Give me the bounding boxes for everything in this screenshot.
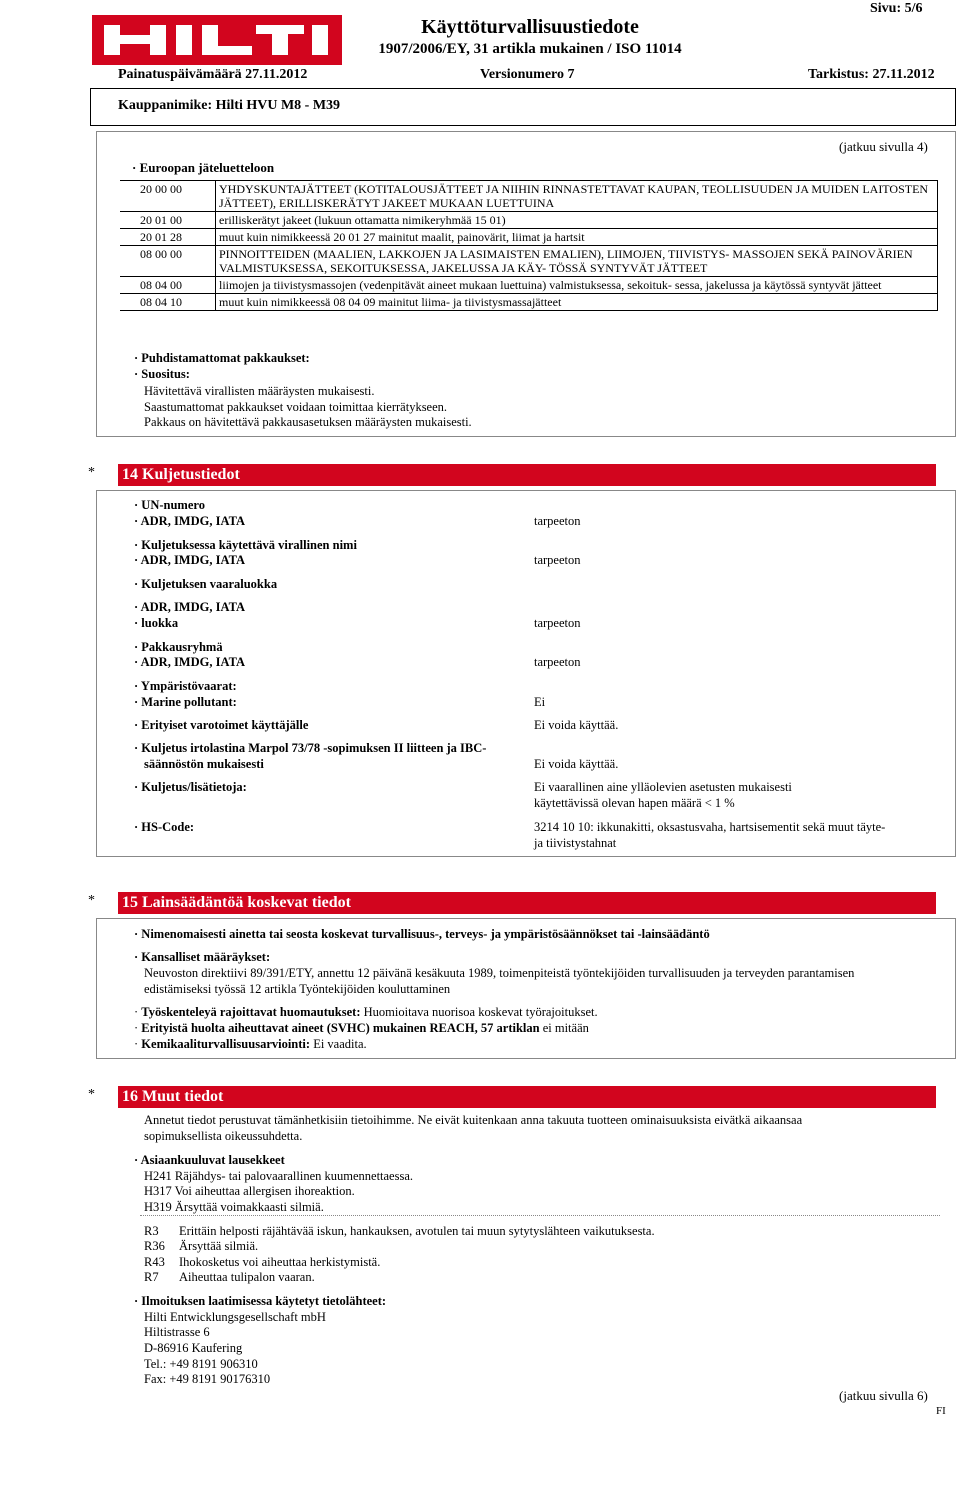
source-line: D-86916 Kaufering — [144, 1341, 243, 1355]
recommendation-label: · Suositus: — [134, 367, 190, 381]
waste-description: muut kuin nimikkeessä 08 04 09 mainitut liima- ja tiivistysmassajätteet — [216, 294, 938, 311]
packing-group-adr: · ADR, IMDG, IATA — [134, 655, 246, 669]
hazard-class-sub: · luokka — [134, 616, 179, 630]
r-phrase-text: Ärsyttää silmiä. — [179, 1239, 259, 1253]
h-phrase: H241 Räjähdys- tai palovaarallinen kuumennettaessa. — [144, 1169, 414, 1183]
r-phrase-code: R3 — [144, 1224, 159, 1238]
hilti-logo — [92, 15, 342, 65]
marine-pollutant-value: Ei — [534, 695, 546, 709]
special-precautions-label: · Erityiset varotoimet käyttäjälle — [134, 718, 309, 732]
special-precautions-value: Ei voida käyttää. — [534, 718, 619, 732]
packaging-line-3: Pakkaus on hävitettävä pakkausasetuksen määräysten mukaisesti. — [144, 415, 472, 429]
revision-date: Tarkistus: 27.11.2012 — [808, 67, 935, 82]
continued-to: (jatkuu sivulla 6) — [839, 1388, 928, 1403]
header-meta-line — [118, 67, 936, 87]
source-line: Fax: +49 8191 90176310 — [144, 1372, 271, 1386]
un-number-value: tarpeeton — [534, 514, 581, 528]
change-marker: * — [88, 465, 95, 480]
chemical-safety-assessment: · Kemikaaliturvallisuusarviointi: Ei vaadita. — [134, 1037, 367, 1051]
document-title: Käyttöturvallisuustiedote — [421, 16, 639, 38]
national-regulations-text-2: edistämiseksi työssä 12 artikla Työntekijöiden kouluttaminen — [144, 982, 451, 996]
waste-row — [120, 294, 938, 311]
packaging-line-2: Saastumattomat pakkaukset voidaan toimittaa kierrätykseen. — [144, 400, 448, 414]
shipping-name-label: · Kuljetuksessa käytettävä virallinen nimi — [134, 538, 357, 552]
waste-description: PINNOITTEIDEN (MAALIEN, LAKKOJEN JA LASIMAISTEN EMALIEN), LIIMOJEN, TIIVISTYS- MASSOJEN SEKÄ PAINOVÄRIEN VALMISTUKSESSA, SEKOITUKSESSA, JAKELUSSA JA KÄY- TÖSSÄ SYNTYVÄT JÄTTEET — [216, 246, 938, 277]
waste-code-table — [120, 180, 938, 311]
disclaimer-2: sopimuksellista oikeussuhdetta. — [144, 1129, 303, 1143]
transport-info-value-1: Ei vaarallinen aine ylläolevien asetusten mukaisesti — [534, 780, 792, 794]
separator — [140, 1215, 940, 1216]
h-phrase: H319 Ärsyttää voimakkaasti silmiä. — [144, 1200, 324, 1214]
hs-code-value-2: ja tiivistystahnat — [534, 836, 617, 850]
transport-info-label: · Kuljetus/lisätietoja: — [134, 780, 247, 794]
svhc-substances: · Erityistä huolta aiheuttavat aineet (SVHC) mukainen REACH, 57 artiklan ei mitään — [134, 1021, 589, 1035]
packaging-title: · Puhdistamattomat pakkaukset: — [134, 351, 310, 365]
hs-code-label: · HS-Code: — [134, 820, 195, 834]
shipping-name-value: tarpeeton — [534, 553, 581, 567]
language-code: FI — [936, 1405, 946, 1417]
r-phrase-code: R43 — [144, 1255, 165, 1269]
hazard-class-label: · Kuljetuksen vaaraluokka — [134, 577, 278, 591]
r-phrase-text: Ihokosketus voi aiheuttaa herkistymistä. — [179, 1255, 381, 1269]
waste-row — [120, 229, 938, 246]
packing-group-label: · Pakkausryhmä — [134, 640, 223, 654]
un-number-adr: · ADR, IMDG, IATA — [134, 514, 246, 528]
marine-pollutant-label: · Marine pollutant: — [134, 695, 237, 709]
packaging-line-1: Hävitettävä virallisten määräysten mukaisesti. — [144, 384, 375, 398]
r-phrase-code: R36 — [144, 1239, 165, 1253]
phrases-label: · Asiaankuuluvat lausekkeet — [134, 1153, 285, 1167]
hs-code-value-1: 3214 10 10: ikkunakitti, oksastusvaha, hartsisementit sekä muut täyte- — [534, 820, 886, 834]
trade-name: Kauppanimike: Hilti HVU M8 - M39 — [118, 98, 341, 113]
work-restrictions: · Työskenteleyä rajoittavat huomautukset: Huomioitava nuorisoa koskevat työrajoitukset. — [134, 1005, 598, 1019]
waste-row — [120, 212, 938, 229]
source-line: Tel.: +49 8191 906310 — [144, 1357, 258, 1371]
national-regulations-label: · Kansalliset määräykset: — [134, 950, 271, 964]
packing-group-value: tarpeeton — [534, 655, 581, 669]
continued-from: (jatkuu sivulla 4) — [839, 139, 928, 154]
page-number: Sivu: 5/6 — [870, 1, 923, 16]
national-regulations-text-1: Neuvoston direktiivi 89/391/ETY, annettu 12 päivänä kesäkuuta 1989, toimenpiteistä työntekijöiden turvallisuuden ja terveyden parantamisen — [144, 966, 855, 980]
un-number-label: · UN-numero — [134, 498, 205, 512]
waste-description: liimojen ja tiivistysmassojen (vedenpitävät aineet mukaan luettuina) valmistuksessa, sekoituk- sessa, jakelussa ja käytössä syntyvät jätteet — [216, 277, 938, 294]
environmental-label: · Ympäristövaarat: — [134, 679, 237, 693]
source-line: Hilti Entwicklungsgesellschaft mbH — [144, 1310, 326, 1324]
waste-code: 08 04 10 — [120, 294, 216, 311]
waste-code: 20 00 00 — [120, 181, 216, 212]
waste-row — [120, 181, 938, 212]
hazard-class-value: tarpeeton — [534, 616, 581, 630]
waste-row — [120, 277, 938, 294]
r-phrase-code: R7 — [144, 1270, 159, 1284]
r-phrase-text: Aiheuttaa tulipalon vaaran. — [179, 1270, 315, 1284]
waste-description: erilliskerätyt jakeet (lukuun ottamatta nimikeryhmää 15 01) — [216, 212, 938, 229]
h-phrase: H317 Voi aiheuttaa allergisen ihoreaktion. — [144, 1184, 355, 1198]
waste-code: 08 00 00 — [120, 246, 216, 277]
waste-code: 20 01 00 — [120, 212, 216, 229]
regulation-title: · Nimenomaisesti ainetta tai seosta koskevat turvallisuus-, terveys- ja ympäristösäännökset tai -lainsäädäntö — [134, 927, 710, 941]
change-marker: * — [88, 893, 95, 908]
hazard-class-adr: · ADR, IMDG, IATA — [134, 600, 246, 614]
version-number: Versionumero 7 — [480, 67, 575, 82]
section-15-heading: 15 Lainsäädäntöä koskevat tiedot — [118, 892, 936, 914]
document-subtitle: 1907/2006/EY, 31 artikla mukainen / ISO 11014 — [378, 41, 682, 57]
waste-code: 20 01 28 — [120, 229, 216, 246]
bulk-transport-label-2: säännöstön mukaisesti — [144, 757, 264, 771]
sources-label: · Ilmoituksen laatimisessa käytetyt tietolähteet: — [134, 1294, 387, 1308]
section-14-heading: 14 Kuljetustiedot — [118, 464, 936, 486]
section-16-heading: 16 Muut tiedot — [118, 1086, 936, 1108]
r-phrase-text: Erittäin helposti räjähtävää iskun, hankauksen, avotulen tai muun sytytyslähteen vaikutuksesta. — [179, 1224, 655, 1238]
transport-info-value-2: käytettävissä olevan hapen määrä < 1 % — [534, 796, 735, 810]
bulk-transport-label: · Kuljetus irtolastina Marpol 73/78 -sopimuksen II liitteen ja IBC- — [134, 741, 487, 755]
change-marker: * — [88, 1087, 95, 1102]
waste-row — [120, 246, 938, 277]
print-date: Painatuspäivämäärä 27.11.2012 — [118, 67, 308, 82]
disclaimer-1: Annetut tiedot perustuvat tämänhetkisiin tietoihimme. Ne eivät kuitenkaan anna takuuta tuotteen ominaisuuksista eivätkä aikaansaa — [144, 1113, 803, 1127]
waste-description: muut kuin nimikkeessä 20 01 27 mainitut maalit, painovärit, liimat ja hartsit — [216, 229, 938, 246]
waste-code: 08 04 00 — [120, 277, 216, 294]
bulk-transport-value: Ei voida käyttää. — [534, 757, 619, 771]
shipping-name-adr: · ADR, IMDG, IATA — [134, 553, 246, 567]
waste-list-title: · Euroopan jäteluetteloon — [132, 160, 275, 175]
waste-description: YHDYSKUNTAJÄTTEET (KOTITALOUSJÄTTEET JA NIIHIN RINNASTETTAVAT KAUPAN, TEOLLISUUDEN JA MUIDEN LAITOSTEN JÄTTEET), ERILLISKERÄTYT JAKEET MUKAAN LUETTUINA — [216, 181, 938, 212]
source-line: Hiltistrasse 6 — [144, 1325, 210, 1339]
